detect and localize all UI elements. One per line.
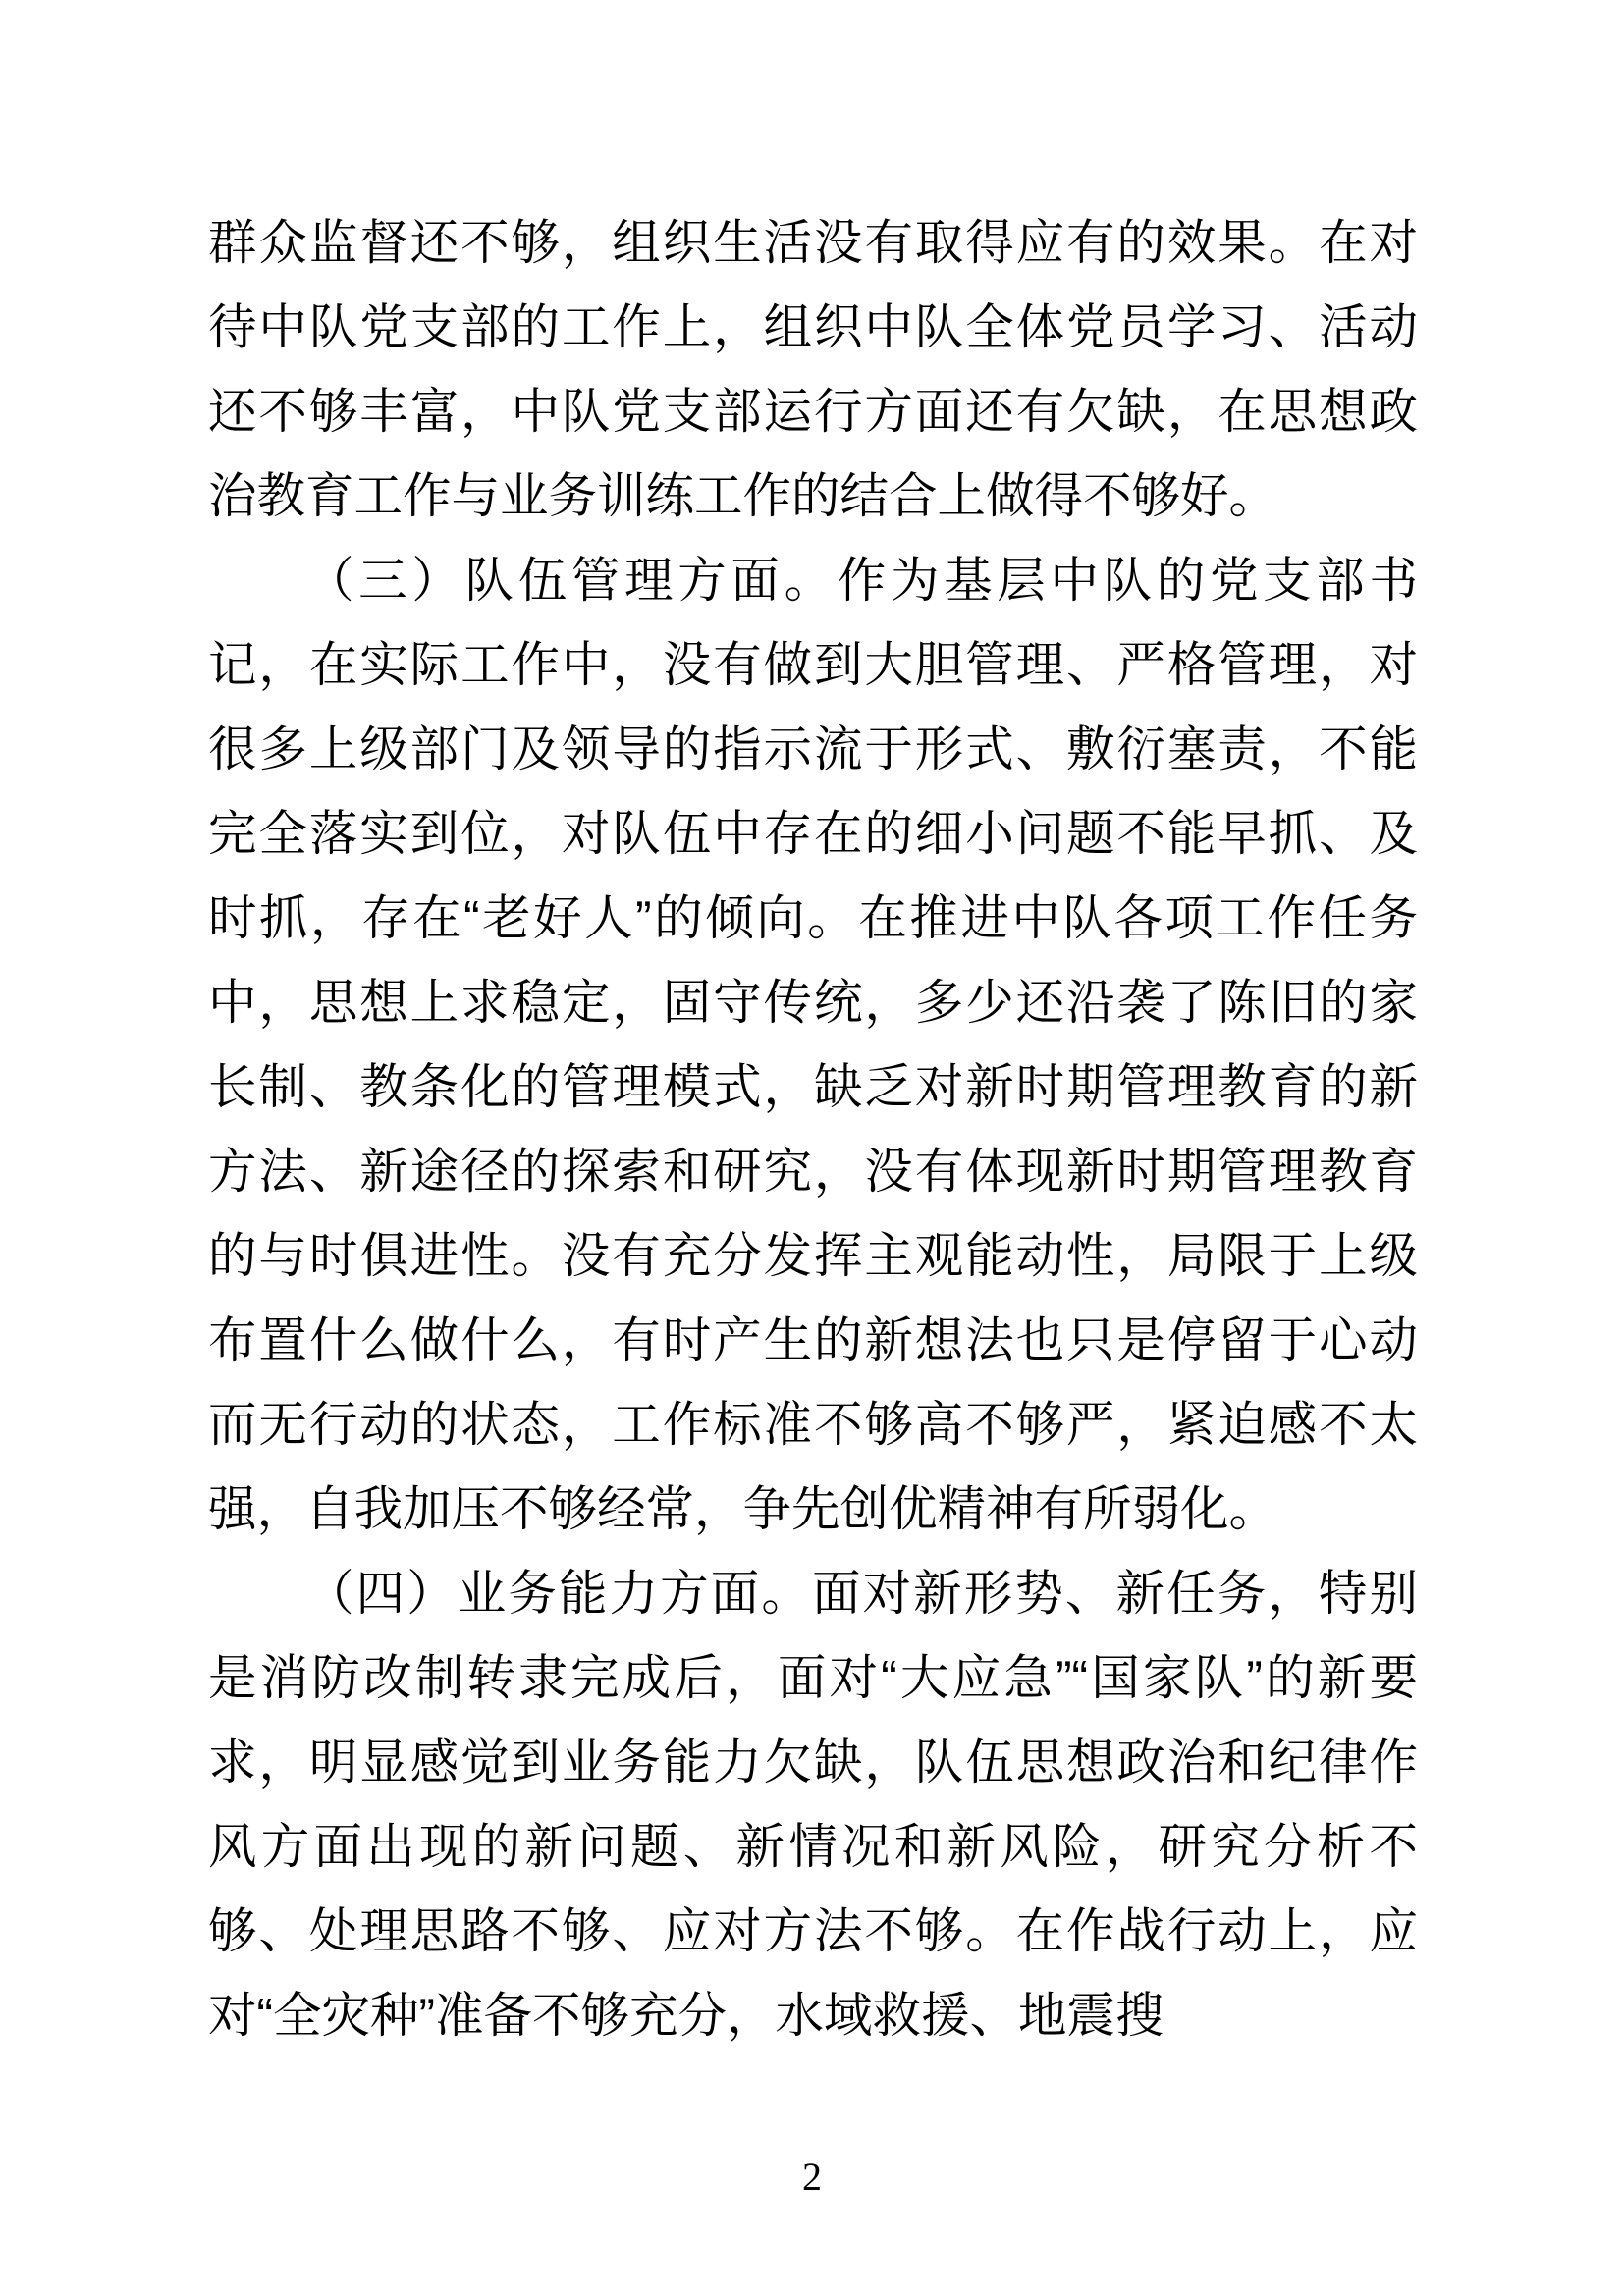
paragraph-section-three-team-management: （三）队伍管理方面。作为基层中队的党支部书记，在实际工作中，没有做到大胆管理、严格管理，对很多上级部门及领导的指示流于形式、敷衍塞责，不能完全落实到位，对队伍中存在的细小问题不能早抓、及时抓，存在“老好人”的倾向。在推进中队各项工作任务中，思想上求稳定，固守传统，多少还沿袭了陈旧的家长制、教条化的管理模式，缺乏对新时期管理教育的新方法、新途径的探索和研究，没有体现新时期管理教育的与时俱进性。没有充分发挥主观能动性，局限于上级布置什么做什么，有时产生的新想法也只是停留于心动而无行动的状态，工作标准不够高不够严，紧迫感不太强，自我加压不够经常，争先创优精神有所弱化。 xyxy=(208,554,1418,1536)
page-text-body xyxy=(208,201,1418,2058)
paragraph-continued: 群众监督还不够，组织生活没有取得应有的效果。在对待中队党支部的工作上，组织中队全体党员学习、活动还不够丰富，中队党支部运行方面还有欠缺，在思想政治教育工作与业务训练工作的结合上做得不够好。 xyxy=(208,216,1418,523)
paragraph-section-four-professional-capability: （四）业务能力方面。面对新形势、新任务，特别是消防改制转隶完成后，面对“大应急”“国家队”的新要求，明显感觉到业务能力欠缺，队伍思想政治和纪律作风方面出现的新问题、新情况和新风险，研究分析不够、处理思路不够、应对方法不够。在作战行动上，应对“全灾种”准备不够充分，水域救援、地震搜 xyxy=(208,1567,1418,2043)
page-number: 2 xyxy=(802,2155,822,2199)
